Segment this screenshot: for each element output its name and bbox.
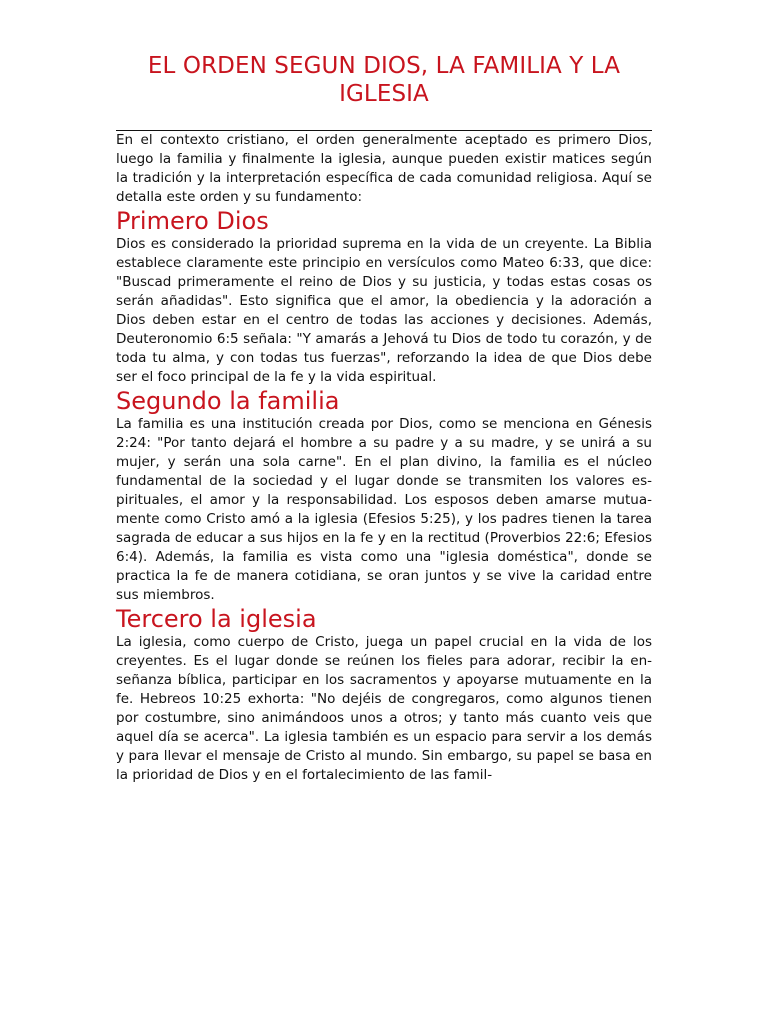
section-heading-tercero-la-iglesia: Tercero la iglesia <box>116 605 317 633</box>
section-heading-segundo-la-familia: Segundo la familia <box>116 387 340 415</box>
section-paragraph-segundo-la-familia: La familia es una institución creada por Dios, como se menciona en Génesis 2:24: "Por tanto dejará el hombre a su padre y a su madre, y se unirá a su mujer, y serán una sola carne". En el plan divino, la familia es el núcleo fundamental de la sociedad y el lugar donde se transmiten los valores espirituales, el amor y la responsabilidad. Los esposos deben amarse mutuamente como Cristo amó a la iglesia (Efesios 5:25), y los padres tienen la tarea sagrada de educar a sus hijos en la fe y en la rectitud (Proverbios 22:6; Efesios 6:4). Además, la familia es vista como una "iglesia doméstica", donde se practica la fe de manera cotidiana, se oran juntos y se vive la caridad entre sus miembros. <box>116 416 652 603</box>
section-paragraph-tercero-la-iglesia: La iglesia, como cuerpo de Cristo, juega un papel crucial en la vida de los creyentes. Es el lugar donde se reúnen los fieles para adorar, recibir la enseñanza bíblica, participar en los sacramentos y apoyarse mutuamente en la fe. Hebreos 10:25 exhorta: "No dejéis de congregaros, como algunos tienen por costumbre, sino animándoos unos a otros; y tanto más cuanto veis que aquel día se acerca". La iglesia también es un espacio para servir a los demás y para llevar el mensaje de Cristo al mundo. Sin embargo, su papel se basa en la prioridad de Dios y en el fortalecimiento de las famil- <box>116 634 652 783</box>
document-page <box>116 0 652 785</box>
section-paragraph-primero-dios: Dios es considerado la prioridad suprema en la vida de un creyente. La Biblia establece claramente este principio en versículos como Mateo 6:33, que dice: "Buscad primeramente el reino de Dios y su justicia, y todas estas cosas os serán añadidas". Esto significa que el amor, la obediencia y la adoración a Dios deben estar en el centro de todas las acciones y decisiones. Además, Deuteronomio 6:5 señala: "Y amarás a Jehová tu Dios de todo tu corazón, y de toda tu alma, y con todas tus fuerzas", reforzando la idea de que Dios debe ser el foco principal de la fe y la vida espiritual. <box>116 236 652 385</box>
intro-paragraph: En el contexto cristiano, el orden generalmente aceptado es primero Dios, luego la familia y finalmente la iglesia, aunque pueden existir matices según la tradición y la interpretación específica de cada comunidad religiosa. Aquí se detalla este orden y su fundamento: <box>116 132 652 205</box>
section-heading-primero-dios: Primero Dios <box>116 207 269 235</box>
document-title: EL ORDEN SEGUN DIOS, LA FAMILIA Y LA IGLESIA <box>147 53 621 107</box>
